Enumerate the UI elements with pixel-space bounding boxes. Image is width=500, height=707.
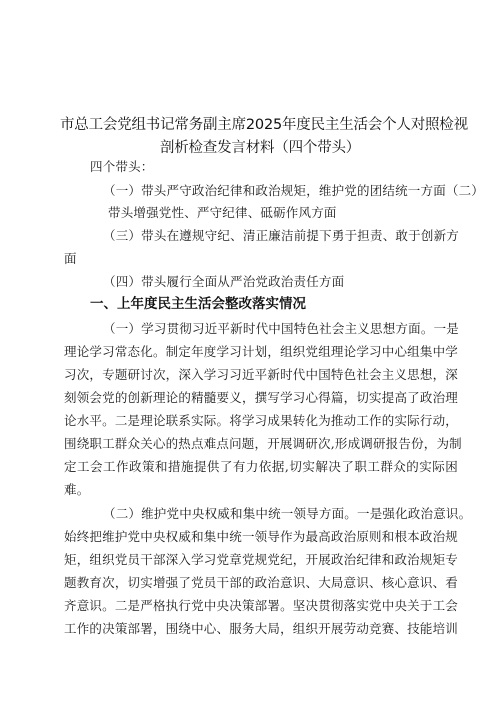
item-line: 面	[64, 251, 77, 266]
paragraph-line: 难。	[64, 482, 90, 497]
section-heading: 一、上年度民主生活会整改落实情况	[90, 296, 306, 312]
paragraph-line: 围绕职工群众关心的热点难点问题，开展调研次,形成调研报告份，为制	[64, 436, 462, 451]
paragraph-line: 始终把维护党中央权威和集中统一领导作为最高政治原则和根本政治规	[64, 529, 458, 544]
document-title-line-1: 市总工会党组书记常务副主席2025年度民主生活会个人对照检视	[60, 117, 468, 133]
paragraph-line: 齐意识。二是严格执行党中央决策部署。坚决贯彻落实党中央关于工会	[64, 598, 458, 613]
paragraph-line: 论水平。二是理论联系实际。将学习成果转化为推动工作的实际行动，	[64, 413, 458, 428]
paragraph-line: 题教育次，切实增强了党员干部的政治意识、大局意识、核心意识、看	[64, 575, 458, 590]
intro-label: 四个带头：	[90, 159, 154, 174]
item-line: 带头增强党性、严守纪律、砥砺作风方面	[108, 205, 337, 220]
paragraph-line: （二）维护党中央权威和集中统一领导方面。一是强化政治意识。	[103, 506, 472, 521]
document-title-line-2: 剖析检查发言材料（四个带头）	[159, 140, 361, 156]
item-line: （三）带头在遵规守纪、清正廉洁前提下勇于担责、敢于创新方	[103, 228, 459, 243]
item-line: （四）带头履行全面从严治党政治责任方面	[103, 274, 345, 289]
item-line: （一）带头严守政治纪律和政治规矩，维护党的团结统一方面（二）	[103, 183, 485, 198]
paragraph-line: 工作的决策部署，围绕中心、服务大局，组织开展劳动竞赛、技能培训	[64, 621, 458, 636]
paragraph-line: 习次，专题研讨次，深入学习习近平新时代中国特色社会主义思想，深	[64, 367, 458, 382]
paragraph-line: 理论学习常态化。制定年度学习计划，组织党组理论学习中心组集中学	[64, 344, 458, 359]
paragraph-line: 矩，组织党员干部深入学习党章党规党纪，开展政治纪律和政治规矩专	[64, 552, 458, 567]
paragraph-line: 刻领会党的创新理论的精髓要义，撰写学习心得篇，切实提高了政治理	[64, 390, 458, 405]
paragraph-line: （一）学习贯彻习近平新时代中国特色社会主义思想方面。一是	[103, 321, 459, 336]
paragraph-line: 定工会工作政策和措施提供了有力依据,切实解决了职工群众的实际困	[64, 459, 458, 474]
